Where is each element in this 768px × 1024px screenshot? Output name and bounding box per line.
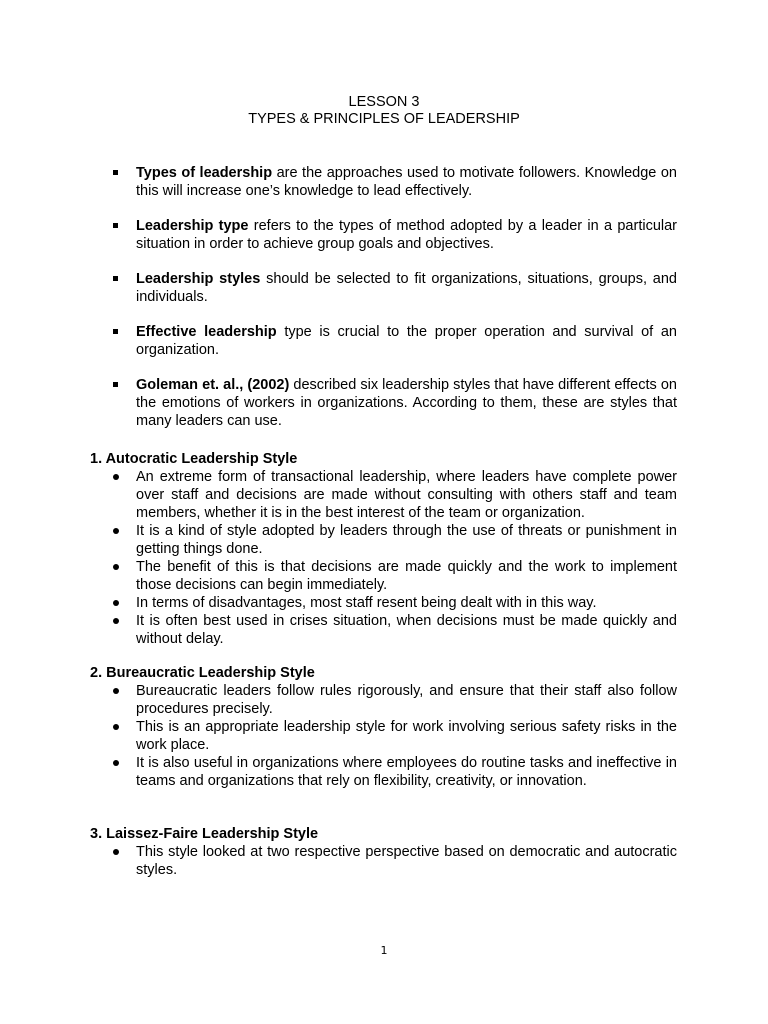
page-title: TYPES & PRINCIPLES OF LEADERSHIP: [248, 111, 520, 127]
square-bullet-icon: [113, 329, 118, 334]
section-heading: 2. Bureaucratic Leadership Style: [90, 665, 315, 681]
intro-point-term: Types of leadership: [136, 165, 273, 181]
intro-point-text: should be selected to fit organizations, situations, groups, and individuals.: [136, 271, 677, 305]
list-item-text: Bureaucratic leaders follow rules rigorously, and ensure that their staff also follow procedures precisely.: [136, 683, 677, 717]
bullet-icon: [113, 849, 119, 855]
bullet-icon: [113, 528, 119, 534]
section-laissez-faire: [0, 825, 768, 879]
section-bullet-list: [0, 468, 768, 648]
intro-point-term: Goleman et. al., (2002): [136, 377, 290, 393]
bullet-icon: [113, 688, 119, 694]
section-bullet-list: [0, 682, 768, 790]
bullet-icon: [113, 600, 119, 606]
section-bullet-list: [0, 843, 768, 879]
list-item: [0, 612, 768, 648]
square-bullet-icon: [113, 223, 118, 228]
section-autocratic: [0, 450, 768, 648]
bullet-icon: [113, 474, 119, 480]
bullet-icon: [113, 760, 119, 766]
intro-point-term: Leadership type: [136, 218, 249, 234]
list-item: [0, 522, 768, 558]
list-item: [0, 558, 768, 594]
list-item: [0, 594, 768, 612]
list-item-text: In terms of disadvantages, most staff resent being dealt with in this way.: [136, 595, 597, 611]
intro-point: [0, 217, 768, 253]
section-heading: 1. Autocratic Leadership Style: [90, 451, 298, 467]
intro-point: [0, 164, 768, 200]
square-bullet-icon: [113, 276, 118, 281]
intro-point: [0, 270, 768, 306]
intro-point-list: [0, 164, 768, 447]
page-number: 1: [380, 944, 388, 957]
lesson-number: LESSON 3: [348, 94, 420, 110]
list-item-text: The benefit of this is that decisions are made quickly and the work to implement those decisions can begin immediately.: [136, 559, 677, 593]
intro-point-term: Leadership styles: [136, 271, 261, 287]
intro-point-term: Effective leadership: [136, 324, 277, 340]
list-item: [0, 754, 768, 790]
list-item-text: This style looked at two respective perspective based on democratic and autocratic styles.: [136, 844, 677, 878]
bullet-icon: [113, 724, 119, 730]
bullet-icon: [113, 618, 119, 624]
intro-point: [0, 323, 768, 359]
list-item-text: It is a kind of style adopted by leaders through the use of threats or punishment in getting things done.: [136, 523, 677, 557]
intro-point-text: are the approaches used to motivate followers. Knowledge on this will increase one’s knowledge to lead effectively.: [136, 165, 677, 199]
list-item-text: It is often best used in crises situation, when decisions must be made quickly and without delay.: [136, 613, 677, 647]
list-item: [0, 718, 768, 754]
intro-point-text: described six leadership styles that have different effects on the emotions of workers in organizations. According to them, these are styles that many leaders can use.: [136, 377, 677, 429]
intro-point-text: refers to the types of method adopted by a leader in a particular situation in order to achieve group goals and objectives.: [136, 218, 677, 252]
section-bureaucratic: [0, 664, 768, 790]
square-bullet-icon: [113, 170, 118, 175]
list-item: [0, 468, 768, 522]
section-heading: 3. Laissez-Faire Leadership Style: [90, 826, 319, 842]
list-item-text: This is an appropriate leadership style for work involving serious safety risks in the work place.: [136, 719, 677, 753]
intro-point-text: type is crucial to the proper operation and survival of an organization.: [136, 324, 678, 358]
list-item: [0, 843, 768, 879]
square-bullet-icon: [113, 382, 118, 387]
list-item-text: An extreme form of transactional leadership, where leaders have complete power over staff and decisions are made without consulting with others staff and team members, whether it is in the best interest of the team or organization.: [136, 469, 677, 521]
intro-point: [0, 376, 768, 430]
list-item: [0, 682, 768, 718]
list-item-text: It is also useful in organizations where employees do routine tasks and ineffective in teams and organizations that rely on flexibility, creativity, or innovation.: [136, 755, 677, 789]
bullet-icon: [113, 564, 119, 570]
